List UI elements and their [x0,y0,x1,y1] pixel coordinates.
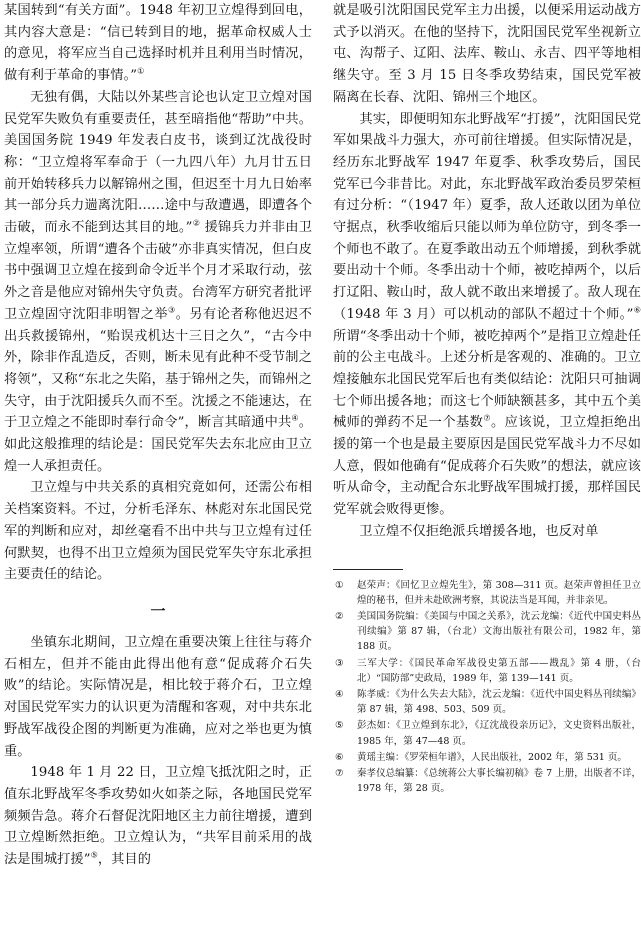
paragraph-left-0 [4,0,312,87]
section-mark: 一 [150,601,166,620]
text-run: 无独有偶，大陆以外某些言论也认定卫立煌对国民党军失败负有重要责任，甚至暗指他“帮助”中共。美国国务院 1949 年发表白皮书，谈到辽沈战役时称： [4,89,312,170]
text-run: 卫立煌与中共关系的真相究竟如何，还需公布相关档案资料。不过，分析毛泽东、林彪对东北国民党军的判断和应对，却丝毫看不出中共与卫立煌有过任何默契，也得不出卫立煌须为国民党军失守东北承担主要责任的结论。 [4,480,312,583]
footnote-text: 美国国务院编：《美国与中国之关系》，沈云龙编：《近代中国史料丛刊续编》第 87 辑，（台北）文海出版社有限公司，1982 年，第 188 页。 [357,610,641,653]
footnote-marker: ⑥ [633,305,641,315]
footnote-marker: ⑦ [483,413,492,423]
paragraph-right-0 [333,0,641,109]
footnote-item [333,687,641,717]
footnote-text: 黄瑶主编：《罗荣桓年谱》，人民出版社，2002 年，第 531 页。 [357,751,627,763]
footnote-item [333,656,641,686]
text-run: 卫立煌不仅拒绝派兵增援各地，也反对单 [359,523,599,539]
footnote-number: ② [335,610,344,622]
text-run: 。应该说，卫立煌拒绝出援的第一个也是最主要原因是国民党军战斗力不尽如人意，假如他确有“促成蒋介石失败”的想法，就应该听从命令，主动配合东北野战军围城打援，那样国民党军就会败得更惨。 [333,415,641,518]
footnote-number: ⑤ [335,720,344,732]
footnote-text: 三军大学：《国民革命军战役史第五部——戡乱》第 4 册，（台北）“国防部”史政局，1989 年，第 139—141 页。 [357,657,641,684]
left-column [4,0,312,931]
footnote-marker: ② [192,218,201,228]
text-run: 1948 年 1 月 22 日，卫立煌飞抵沈阳之时，正值东北野战军冬季攻势如火如荼之际，各地国民党军频频告急。蒋介石督促沈阳地区主力前往增援，遭到卫立煌断然拒绝。卫立煌认为，“共军目前采用的战法是围城打援” [4,765,312,868]
footnotes-list [333,578,641,797]
paragraph-right-2 [333,521,641,543]
footnote-item [333,609,641,655]
quotation: “卫立煌将军奉命于（一九四八年）九月廿五日前开始转移兵力以解锦州之围，但迟至十月九日始率其一部分兵力遄离沈阳……途中与敌遭遇，即遭各个击破，而永不能到达其目的地。” [4,154,312,236]
right-column [333,0,641,931]
footnote-number: ③ [335,657,344,669]
text-run: 所谓“冬季出动十个师，被吃掉两个”是指卫立煌赴任前的公主屯战斗。上述分析是客观的、准确的。卫立煌接触东北国民党军后也有类似结论：沈阳只可抽调七个师出援各地；而这七个师缺额甚多，其中五个美械师的弹药不足一个基数 [333,328,641,431]
quotation: “（1947 年）夏季，敌人还敢以团为单位守据点，秋季收缩后只能以师为单位防守，到冬季一个师也不敢了。在夏季敢出动五个师增援，到秋季就要出动十个师。冬季出动十个师，被吃掉两个，以后打辽阳、鞍山时，敌人就不敢出来增援了。敌人现在（1948 年 3 月）可以机动的部队不超过十个师。” [333,198,641,322]
footnote-item [333,750,641,765]
footnote-marker: ⑤ [90,850,98,860]
footnote-text: 赵荣声：《回忆卫立煌先生》，第 308—311 页。赵荣声曾担任卫立煌的秘书，但并未赴欧洲考察，其说法当是耳闻，并非亲见。 [357,579,641,606]
footnote-number: ⑥ [335,751,344,763]
paragraph-right-1 [333,109,641,521]
paragraph-left-4 [4,762,312,871]
footnote-marker: ① [137,66,145,76]
footnote-divider [333,569,403,570]
text-run: ，其目的 [97,852,152,868]
text-run: 坐镇东北期间，卫立煌在重要决策上往往与蒋介石相左，但并不能由此得出他有意“促成蒋介石失败”的结论。实际情况是，相比较于蒋介石，卫立煌对国民党军实力的认识更为清醒和客观，对中共东北野战军战役企图的判断更为准确，应对之举也更为慎重。 [4,634,312,759]
text-run: 。如此这般推理的结论是：国民党军失去东北应由卫立煌一人承担责任。 [4,415,312,474]
footnote-text: 秦孝仪总编纂：《总统蒋公大事长编初稿》卷 7 上册，出版者不详，1978 年，第 28 页。 [357,768,641,795]
quotation: “信已转到目的地，据革命权威人士的意见，将军应当自己选择时机并且利用当时情况，做有利于革命的事情。” [4,24,312,84]
footnote-item [333,718,641,748]
text-run: 。另有论者称他迟迟不出兵救援锦州，“贻误戎机达十三日之久”，“古今中外，除非作乱造反，否则，断未见有此种不受节制之将领”，又称“东北之失陷，基于锦州之失，而锦州之失守，由于沈阳援兵久而不至。沈援之不能速达，在于卫立煌之不能即时奉行命令”，断言其暗通中共 [4,306,312,431]
footnote-marker: ④ [291,413,299,423]
text-run: 某国转到“有关方面”。1948 年初卫立煌得到回电，其内容大意是： [4,3,312,40]
footnote-text: 彭杰如：《卫立煌到东北》，《辽沈战役亲历记》，文史资料出版社，1985 年，第 47—48 页。 [357,720,641,747]
paragraph-left-1 [4,87,312,478]
footnote-number: ① [335,579,344,591]
footnote-marker: ③ [168,305,176,315]
text-run: 其实，即便明知东北野战军“打援”，沈阳国民党军如果战斗力强大，亦可前往增援。但实际情况是，经历东北野战军 1947 年夏季、秋季攻势后，国民党军已今非昔比。对此，东北野战军政治委员罗荣桓有过分析： [333,111,641,214]
footnote-item [333,766,641,796]
paragraph-left-3 [4,632,312,762]
paragraph-left-2 [4,477,312,586]
text-run: 援锦兵力并非由卫立煌率领，所谓“遭各个击破”亦非真实情况，但白皮书中强调卫立煌在接到命令近半个月才采取行动，弦外之音是他应对锦州失守负责。台湾军方研究者批评卫立煌固守沈阳非明智之举 [4,220,312,322]
footnote-number: ④ [335,689,344,700]
footnote-number: ⑦ [335,768,344,780]
footnote-text: 陈孝威：《为什么失去大陆》，沈云龙编：《近代中国史料丛刊续编》第 87 辑，第 498、503、509 页。 [357,689,641,716]
text-run: 就是吸引沈阳国民党军主力出援，以便采用运动战方式予以消灭。在他的坚持下，沈阳国民党军坐视新立屯、沟帮子、辽阳、法库、鞍山、永吉、四平等地相继失守。至 3 月 15 日冬季攻势结束，国民党军被隔离在长春、沈阳、锦州三个地区。 [333,3,641,105]
footnote-item [333,578,641,608]
